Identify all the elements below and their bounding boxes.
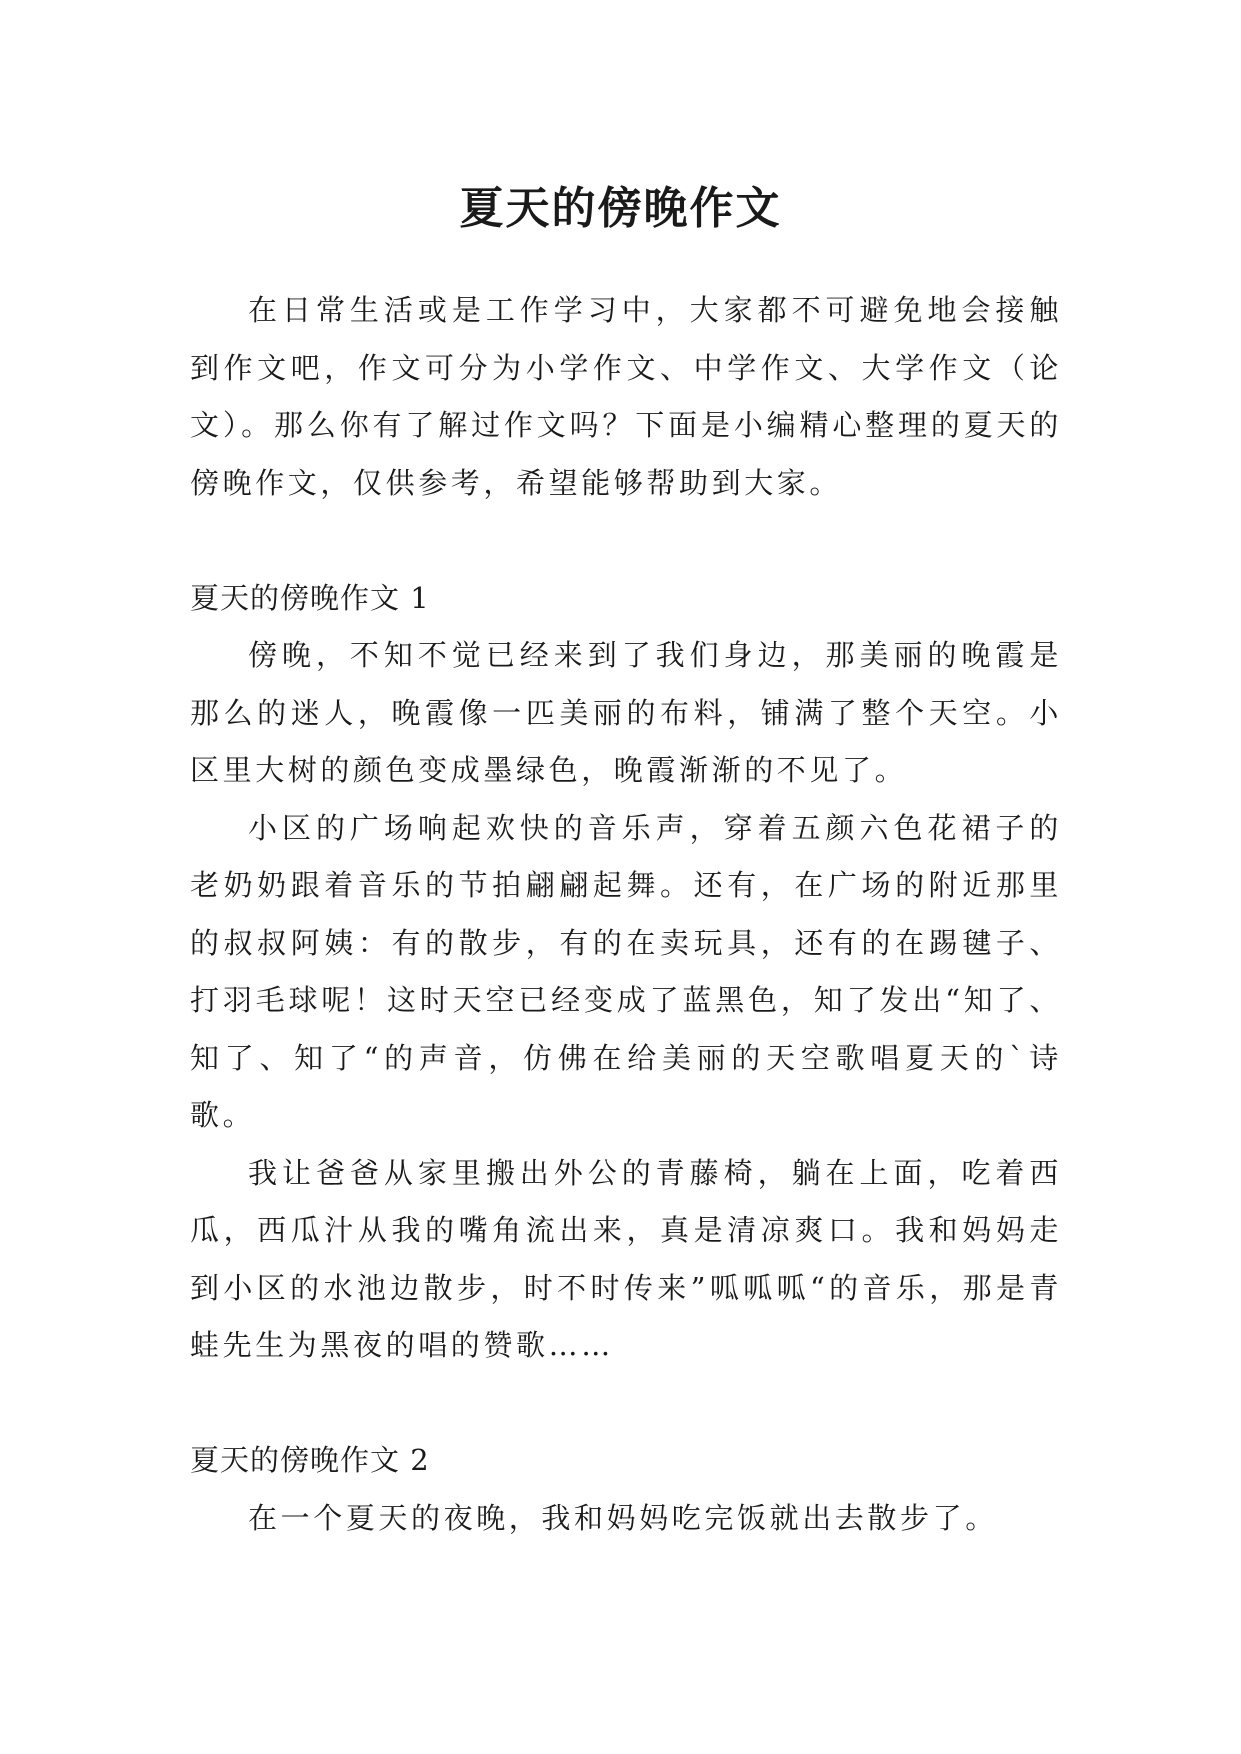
section-spacer [190, 512, 1062, 570]
document-title: 夏天的傍晚作文 [459, 183, 782, 235]
section-1-paragraph-3: 我让爸爸从家里搬出外公的青藤椅，躺在上面，吃着西瓜，西瓜汁从我的嘴角流出来，真是清凉爽口。我和妈妈走到小区的水池边散步，时不时传来”呱呱呱“的音乐，那是青蛙先生为黑夜的唱的赞歌…… [190, 1155, 1062, 1362]
intro-paragraph: 在日常生活或是工作学习中，大家都不可避免地会接触到作文吧，作文可分为小学作文、中学作文、大学作文（论文）。那么你有了解过作文吗？下面是小编精心整理的夏天的傍晚作文，仅供参考，希望能够帮助到大家。 [190, 293, 1062, 500]
document-body [190, 282, 1062, 1547]
section-1-paragraph-2: 小区的广场响起欢快的音乐声，穿着五颜六色花裙子的老奶奶跟着音乐的节拍翩翩起舞。还有，在广场的附近那里的叔叔阿姨：有的散步，有的在卖玩具，还有的在踢毽子、打羽毛球呢！这时天空已经变成了蓝黑色，知了发出“知了、知了、知了“的声音，仿佛在给美丽的天空歌唱夏天的`诗歌。 [190, 810, 1062, 1132]
section-spacer [190, 1375, 1062, 1433]
section-heading-1: 夏天的傍晚作文 1 [190, 580, 430, 615]
section-heading-2: 夏天的傍晚作文 2 [190, 1443, 430, 1477]
section-2-paragraph-1: 在一个夏天的夜晚，我和妈妈吃完饭就出去散步了。 [248, 1500, 998, 1535]
section-1-paragraph-1: 傍晚，不知不觉已经来到了我们身边，那美丽的晚霞是那么的迷人，晚霞像一匹美丽的布料，铺满了整个天空。小区里大树的颜色变成墨绿色，晚霞渐渐的不见了。 [190, 638, 1062, 787]
